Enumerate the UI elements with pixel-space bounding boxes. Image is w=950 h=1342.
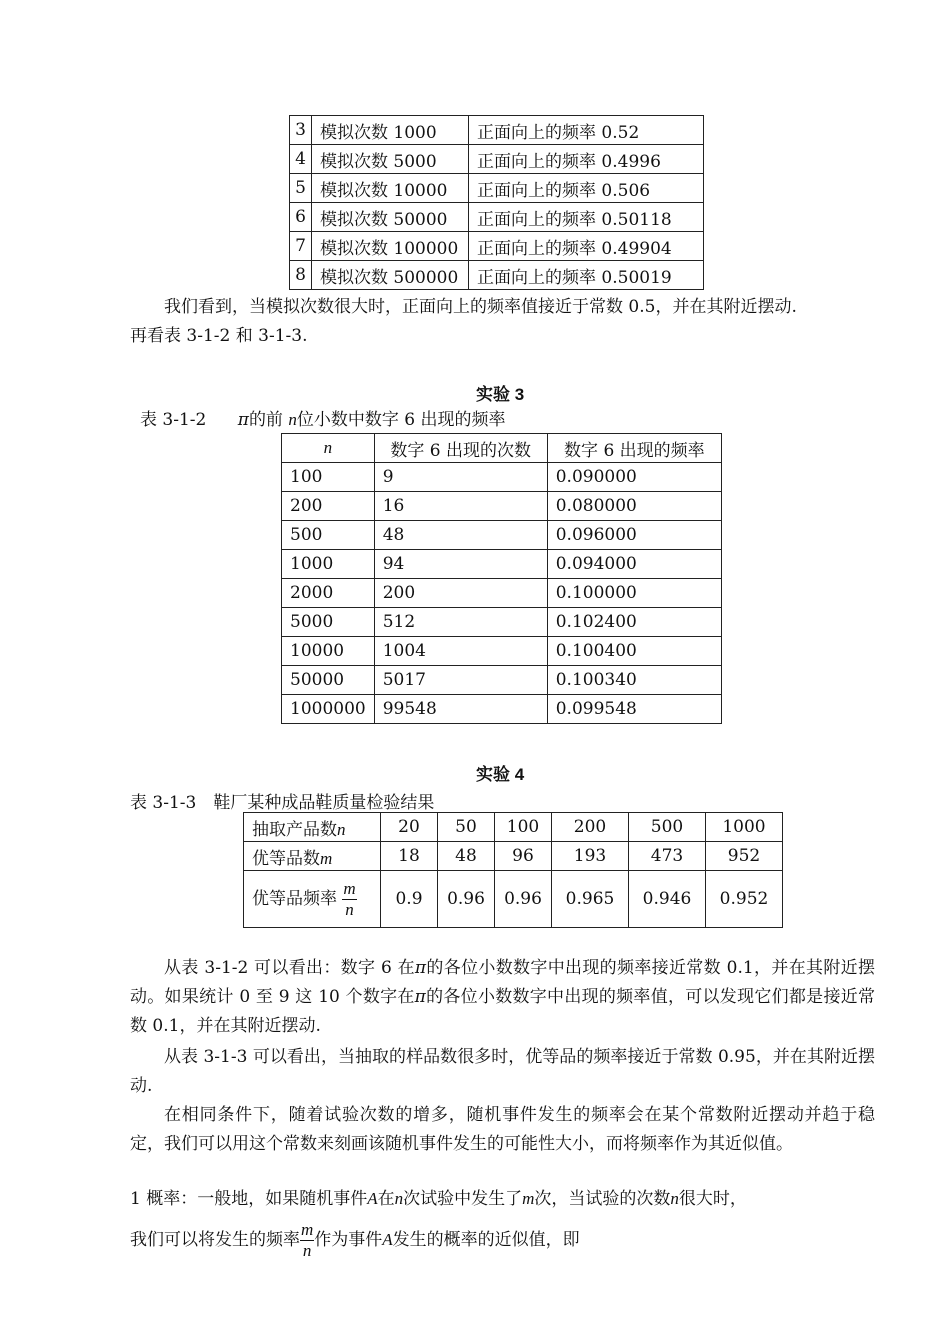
experiment-3-title: 实验 3 bbox=[476, 385, 525, 404]
cell: 500 bbox=[282, 521, 375, 550]
cell: 512 bbox=[374, 608, 547, 637]
row1-var: n bbox=[337, 819, 346, 839]
definition-line-1 bbox=[130, 1184, 875, 1214]
cell: 0.96 bbox=[438, 871, 495, 928]
cell-trials: 模拟次数 10000 bbox=[312, 174, 469, 203]
cell: 1004 bbox=[374, 637, 547, 666]
cell: 0.099548 bbox=[547, 695, 721, 724]
cell: 500 bbox=[629, 813, 706, 842]
cell-freq: 正面向上的频率 0.506 bbox=[469, 174, 704, 203]
pi-digit-table bbox=[281, 433, 722, 724]
cell-trials: 模拟次数 500000 bbox=[312, 261, 469, 290]
cell: 9 bbox=[374, 463, 547, 492]
def-d: 次，当试验的次数 bbox=[534, 1189, 671, 1209]
pi-symbol: π bbox=[414, 958, 427, 978]
cell: 200 bbox=[282, 492, 375, 521]
cell: 0.965 bbox=[552, 871, 629, 928]
cell-idx: 7 bbox=[290, 232, 312, 261]
cell: 5000 bbox=[282, 608, 375, 637]
row2-label: 优等品数 bbox=[252, 848, 320, 869]
paragraph-conclusion: 在相同条件下，随着试验次数的增多，随机事件发生的频率会在某个常数附近摆动并趋于稳定，我们可以用这个常数来刻画该随机事件发生的可能性大小，而将频率作为其近似值。 bbox=[130, 1105, 875, 1154]
simulation-row bbox=[290, 232, 704, 261]
simulation-row bbox=[290, 116, 704, 145]
row-label-frequency bbox=[244, 871, 381, 928]
n-symbol: n bbox=[670, 1189, 679, 1208]
pi-symbol: π bbox=[414, 987, 426, 1007]
pi-digit-row bbox=[282, 550, 722, 579]
n-symbol: n bbox=[288, 410, 297, 429]
table-3-1-2-caption bbox=[140, 405, 505, 430]
cell: 5017 bbox=[374, 666, 547, 695]
pi-digit-row bbox=[282, 695, 722, 724]
cell: 200 bbox=[552, 813, 629, 842]
definition-line-2 bbox=[130, 1220, 875, 1261]
cell: 0.094000 bbox=[547, 550, 721, 579]
cell: 50 bbox=[438, 813, 495, 842]
fraction-m-over-n bbox=[342, 879, 356, 920]
paragraph-shoe-analysis: 从表 3-1-3 可以看出，当抽取的样品数很多时，优等品的频率接近于常数 0.95，并在其附近摆动. bbox=[130, 1047, 875, 1096]
paragraph-probability-definition bbox=[130, 1184, 875, 1261]
para2-c: 的各位小数数字中出现的频率值，可以发现它们都是接近常数 0.1，并在其附近摆动. bbox=[130, 987, 876, 1036]
para1b-line: 再看表 3-1-2 和 3-1-3. bbox=[130, 326, 308, 346]
pi-digit-row bbox=[282, 666, 722, 695]
cell: 94 bbox=[374, 550, 547, 579]
cell-freq: 正面向上的频率 0.4996 bbox=[469, 145, 704, 174]
cell: 18 bbox=[381, 842, 438, 871]
cell: 952 bbox=[706, 842, 783, 871]
cell-idx: 3 bbox=[290, 116, 312, 145]
row-label-sample bbox=[244, 813, 381, 842]
cell: 0.952 bbox=[706, 871, 783, 928]
para1-line: 我们看到，当模拟次数很大时，正面向上的频率值接近于常数 0.5，并在其附近摆动. bbox=[164, 297, 797, 317]
pi-digit-row bbox=[282, 492, 722, 521]
header-count: 数字 6 出现的次数 bbox=[374, 434, 547, 463]
caption-mid: 的前 bbox=[248, 410, 283, 430]
cell: 48 bbox=[374, 521, 547, 550]
simulation-row bbox=[290, 203, 704, 232]
cell-idx: 6 bbox=[290, 203, 312, 232]
def-f: 我们可以将发生的频率 bbox=[130, 1230, 300, 1250]
cell: 1000 bbox=[706, 813, 783, 842]
caption-prefix: 表 3-1-2 bbox=[140, 410, 207, 430]
para2-b: 的各位小数数字中出现的频率接近常数 0.1，并在其附近摆动。如果统计 0 至 9 这 10 个数字在 bbox=[130, 958, 875, 1007]
cell: 0.946 bbox=[629, 871, 706, 928]
def-h: 发生的概率的近似值，即 bbox=[392, 1230, 580, 1250]
simulation-row bbox=[290, 174, 704, 203]
cell: 50000 bbox=[282, 666, 375, 695]
cell-trials: 模拟次数 5000 bbox=[312, 145, 469, 174]
row1-label: 抽取产品数 bbox=[252, 819, 337, 840]
para2-a: 从表 3-1-2 可以看出：数字 6 在 bbox=[164, 958, 415, 978]
cell: 1000 bbox=[282, 550, 375, 579]
def-b: 在 bbox=[377, 1189, 395, 1209]
def-g: 作为事件 bbox=[314, 1230, 383, 1250]
cell: 0.100000 bbox=[547, 579, 721, 608]
fraction-numerator: m bbox=[343, 878, 356, 898]
paragraph-observation-1 bbox=[130, 293, 875, 351]
row3-label: 优等品频率 bbox=[252, 888, 337, 909]
cell-trials: 模拟次数 100000 bbox=[312, 232, 469, 261]
event-A: A bbox=[382, 1230, 393, 1249]
n-symbol: n bbox=[394, 1189, 404, 1208]
row2-var: m bbox=[320, 848, 333, 868]
fraction-m-over-n bbox=[300, 1220, 314, 1261]
cell-freq: 正面向上的频率 0.50019 bbox=[469, 261, 704, 290]
fraction-denominator: n bbox=[345, 899, 354, 919]
paragraph-pi-analysis bbox=[130, 954, 875, 1041]
cell: 2000 bbox=[282, 579, 375, 608]
def-c: 次试验中发生了 bbox=[403, 1189, 523, 1209]
m-symbol: m bbox=[522, 1189, 535, 1208]
cell: 0.090000 bbox=[547, 463, 721, 492]
pi-symbol: π bbox=[237, 410, 249, 430]
table-3-1-3-caption: 表 3-1-3 鞋厂某种成品鞋质量检验结果 bbox=[130, 793, 435, 813]
cell-idx: 8 bbox=[290, 261, 312, 290]
pi-digit-row bbox=[282, 521, 722, 550]
cell: 200 bbox=[374, 579, 547, 608]
pi-digit-row bbox=[282, 637, 722, 666]
cell: 20 bbox=[381, 813, 438, 842]
cell: 99548 bbox=[374, 695, 547, 724]
pi-digit-row bbox=[282, 579, 722, 608]
cell-freq: 正面向上的频率 0.52 bbox=[469, 116, 704, 145]
cell: 100 bbox=[495, 813, 552, 842]
cell: 0.9 bbox=[381, 871, 438, 928]
event-A: A bbox=[367, 1189, 378, 1208]
header-frequency: 数字 6 出现的频率 bbox=[547, 434, 721, 463]
cell: 0.100400 bbox=[547, 637, 721, 666]
def-e: 很大时， bbox=[678, 1189, 747, 1209]
shoe-quality-table bbox=[243, 812, 783, 928]
cell: 48 bbox=[438, 842, 495, 871]
cell: 0.96 bbox=[495, 871, 552, 928]
cell: 193 bbox=[552, 842, 629, 871]
cell-freq: 正面向上的频率 0.49904 bbox=[469, 232, 704, 261]
cell: 96 bbox=[495, 842, 552, 871]
header-n: n bbox=[282, 434, 375, 463]
cell: 0.100340 bbox=[547, 666, 721, 695]
cell: 16 bbox=[374, 492, 547, 521]
pi-digit-row bbox=[282, 608, 722, 637]
cell-idx: 4 bbox=[290, 145, 312, 174]
fraction-denominator: n bbox=[302, 1241, 312, 1260]
simulation-row bbox=[290, 145, 704, 174]
cell: 0.096000 bbox=[547, 521, 721, 550]
cell-idx: 5 bbox=[290, 174, 312, 203]
cell: 0.080000 bbox=[547, 492, 721, 521]
fraction-numerator: m bbox=[301, 1220, 314, 1239]
cell: 100 bbox=[282, 463, 375, 492]
cell: 10000 bbox=[282, 637, 375, 666]
cell-trials: 模拟次数 1000 bbox=[312, 116, 469, 145]
simulation-row bbox=[290, 261, 704, 290]
def-a: 1 概率：一般地，如果随机事件 bbox=[130, 1189, 368, 1209]
cell-freq: 正面向上的频率 0.50118 bbox=[469, 203, 704, 232]
pi-digit-row bbox=[282, 463, 722, 492]
row-label-quality bbox=[244, 842, 381, 871]
cell-trials: 模拟次数 50000 bbox=[312, 203, 469, 232]
experiment-4-title: 实验 4 bbox=[476, 765, 525, 784]
cell: 0.102400 bbox=[547, 608, 721, 637]
caption-suffix: 位小数中数字 6 出现的频率 bbox=[296, 410, 506, 430]
cell: 1000000 bbox=[282, 695, 375, 724]
cell: 473 bbox=[629, 842, 706, 871]
simulation-table bbox=[289, 115, 704, 290]
